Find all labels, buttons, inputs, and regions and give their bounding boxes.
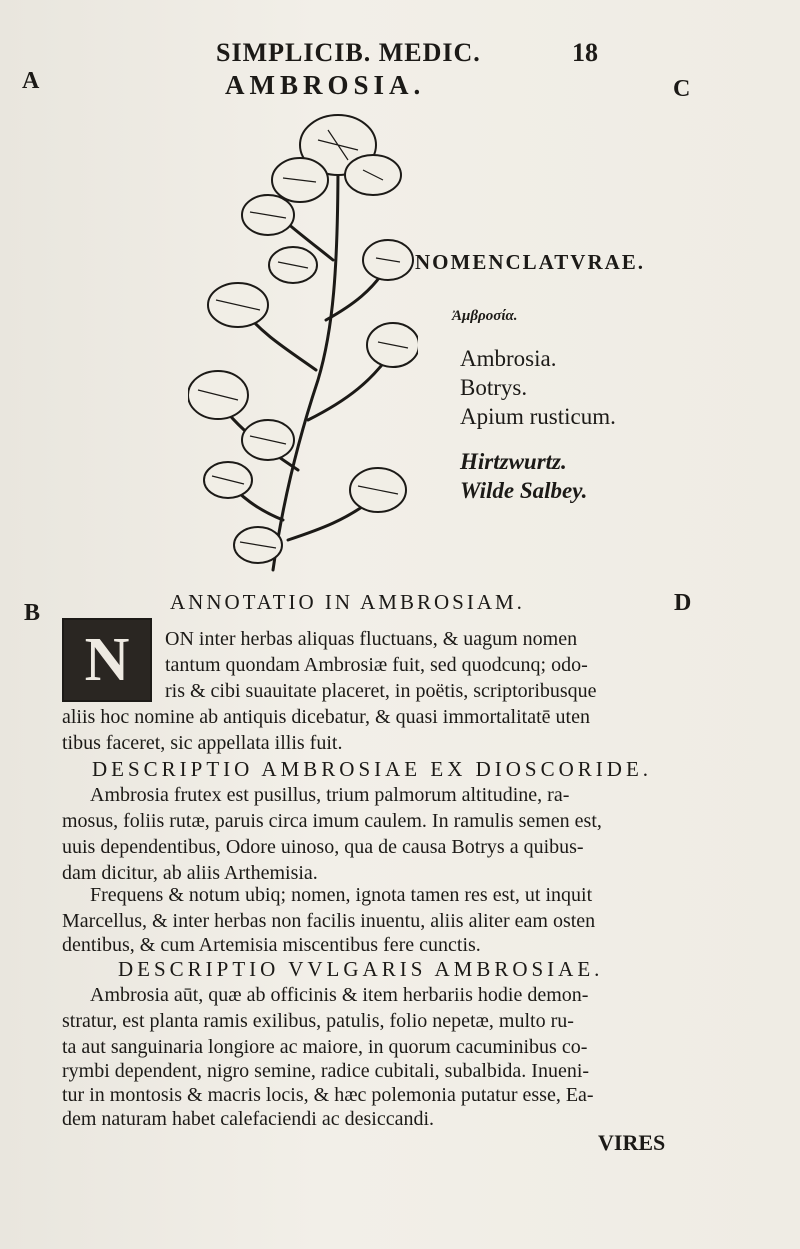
catchword: VIRES (598, 1130, 666, 1155)
text-line: Marcellus, & inter herbas non facilis inuentu, aliis aliter eam osten (62, 910, 596, 932)
running-title: SIMPLICIB. MEDIC. (216, 38, 481, 67)
text-line: ris & cibi suauitate placeret, in poëtis, scriptoribusque (165, 680, 597, 702)
margin-letter-d: D (674, 590, 692, 616)
text-line: aliis hoc nomine ab antiquis dicebatur, & quasi immortalitatē uten (62, 706, 590, 728)
margin-letter-a: A (22, 68, 40, 94)
german-names (460, 447, 587, 505)
margin-letter-b: B (24, 600, 41, 626)
text-line: uuis dependentibus, Odore uinoso, qua de causa Botrys a quibus- (62, 836, 584, 858)
text-line: tibus faceret, sic appellata illis fuit. (62, 732, 343, 754)
nomenclature-heading: NOMENCLATVRAE. (415, 250, 646, 274)
text-line: ta aut sanguinaria longiore ac maiore, in quorum cacuminibus co- (62, 1036, 588, 1058)
latin-names (460, 344, 616, 431)
text-line: ON inter herbas aliquas fluctuans, & uagum nomen (165, 628, 578, 650)
decorated-initial (62, 618, 152, 702)
vulgaris-heading: DESCRIPTIO VVLGARIS AMBROSIAE. (118, 957, 604, 981)
text-line: Ambrosia frutex est pusillus, trium palmorum altitudine, ra- (90, 784, 570, 806)
text-line: rymbi dependent, nigro semine, radice cubitali, subalbida. Inueni- (62, 1060, 590, 1082)
text-line: Frequens & notum ubiq; nomen, ignota tamen res est, ut inquit (90, 884, 593, 906)
latin-name: Botrys. (460, 375, 528, 400)
plant-title: AMBROSIA. (225, 70, 426, 100)
text-line: Ambrosia aūt, quæ ab officinis & item herbariis hodie demon- (90, 984, 589, 1006)
text-line: tantum quondam Ambrosiæ fuit, sed quodcunq; odo- (165, 654, 588, 676)
latin-name: Ambrosia. (460, 346, 557, 371)
text-line: mosus, foliis rutæ, paruis circa imum caulem. In ramulis semen est, (62, 810, 602, 832)
text-line: tur in montosis & macris locis, & hæc polemonia putatur esse, Ea- (62, 1084, 594, 1106)
page-number: 18 (572, 38, 598, 67)
initial-letter: N (84, 626, 130, 694)
plant-woodcut-illustration (188, 100, 418, 580)
margin-letter-c: C (673, 76, 691, 102)
dioscorides-heading: DESCRIPTIO AMBROSIAE EX DIOSCORIDE. (92, 757, 653, 781)
annotation-heading: ANNOTATIO IN AMBROSIAM. (170, 590, 525, 614)
text-line: dam dicitur, ab aliis Arthemisia. (62, 862, 318, 884)
text-line: dentibus, & cum Artemisia miscentibus fere cunctis. (62, 934, 481, 956)
german-name: Wilde Salbey. (460, 478, 588, 503)
text-line: stratur, est planta ramis exilibus, patulis, folio nepetæ, multo ru- (62, 1010, 574, 1032)
german-name: Hirtzwurtz. (460, 449, 567, 474)
latin-name: Apium rusticum. (460, 404, 616, 429)
greek-name: Ἀμβροσία. (452, 308, 518, 324)
text-line: dem naturam habet calefaciendi ac desiccandi. (62, 1108, 435, 1130)
